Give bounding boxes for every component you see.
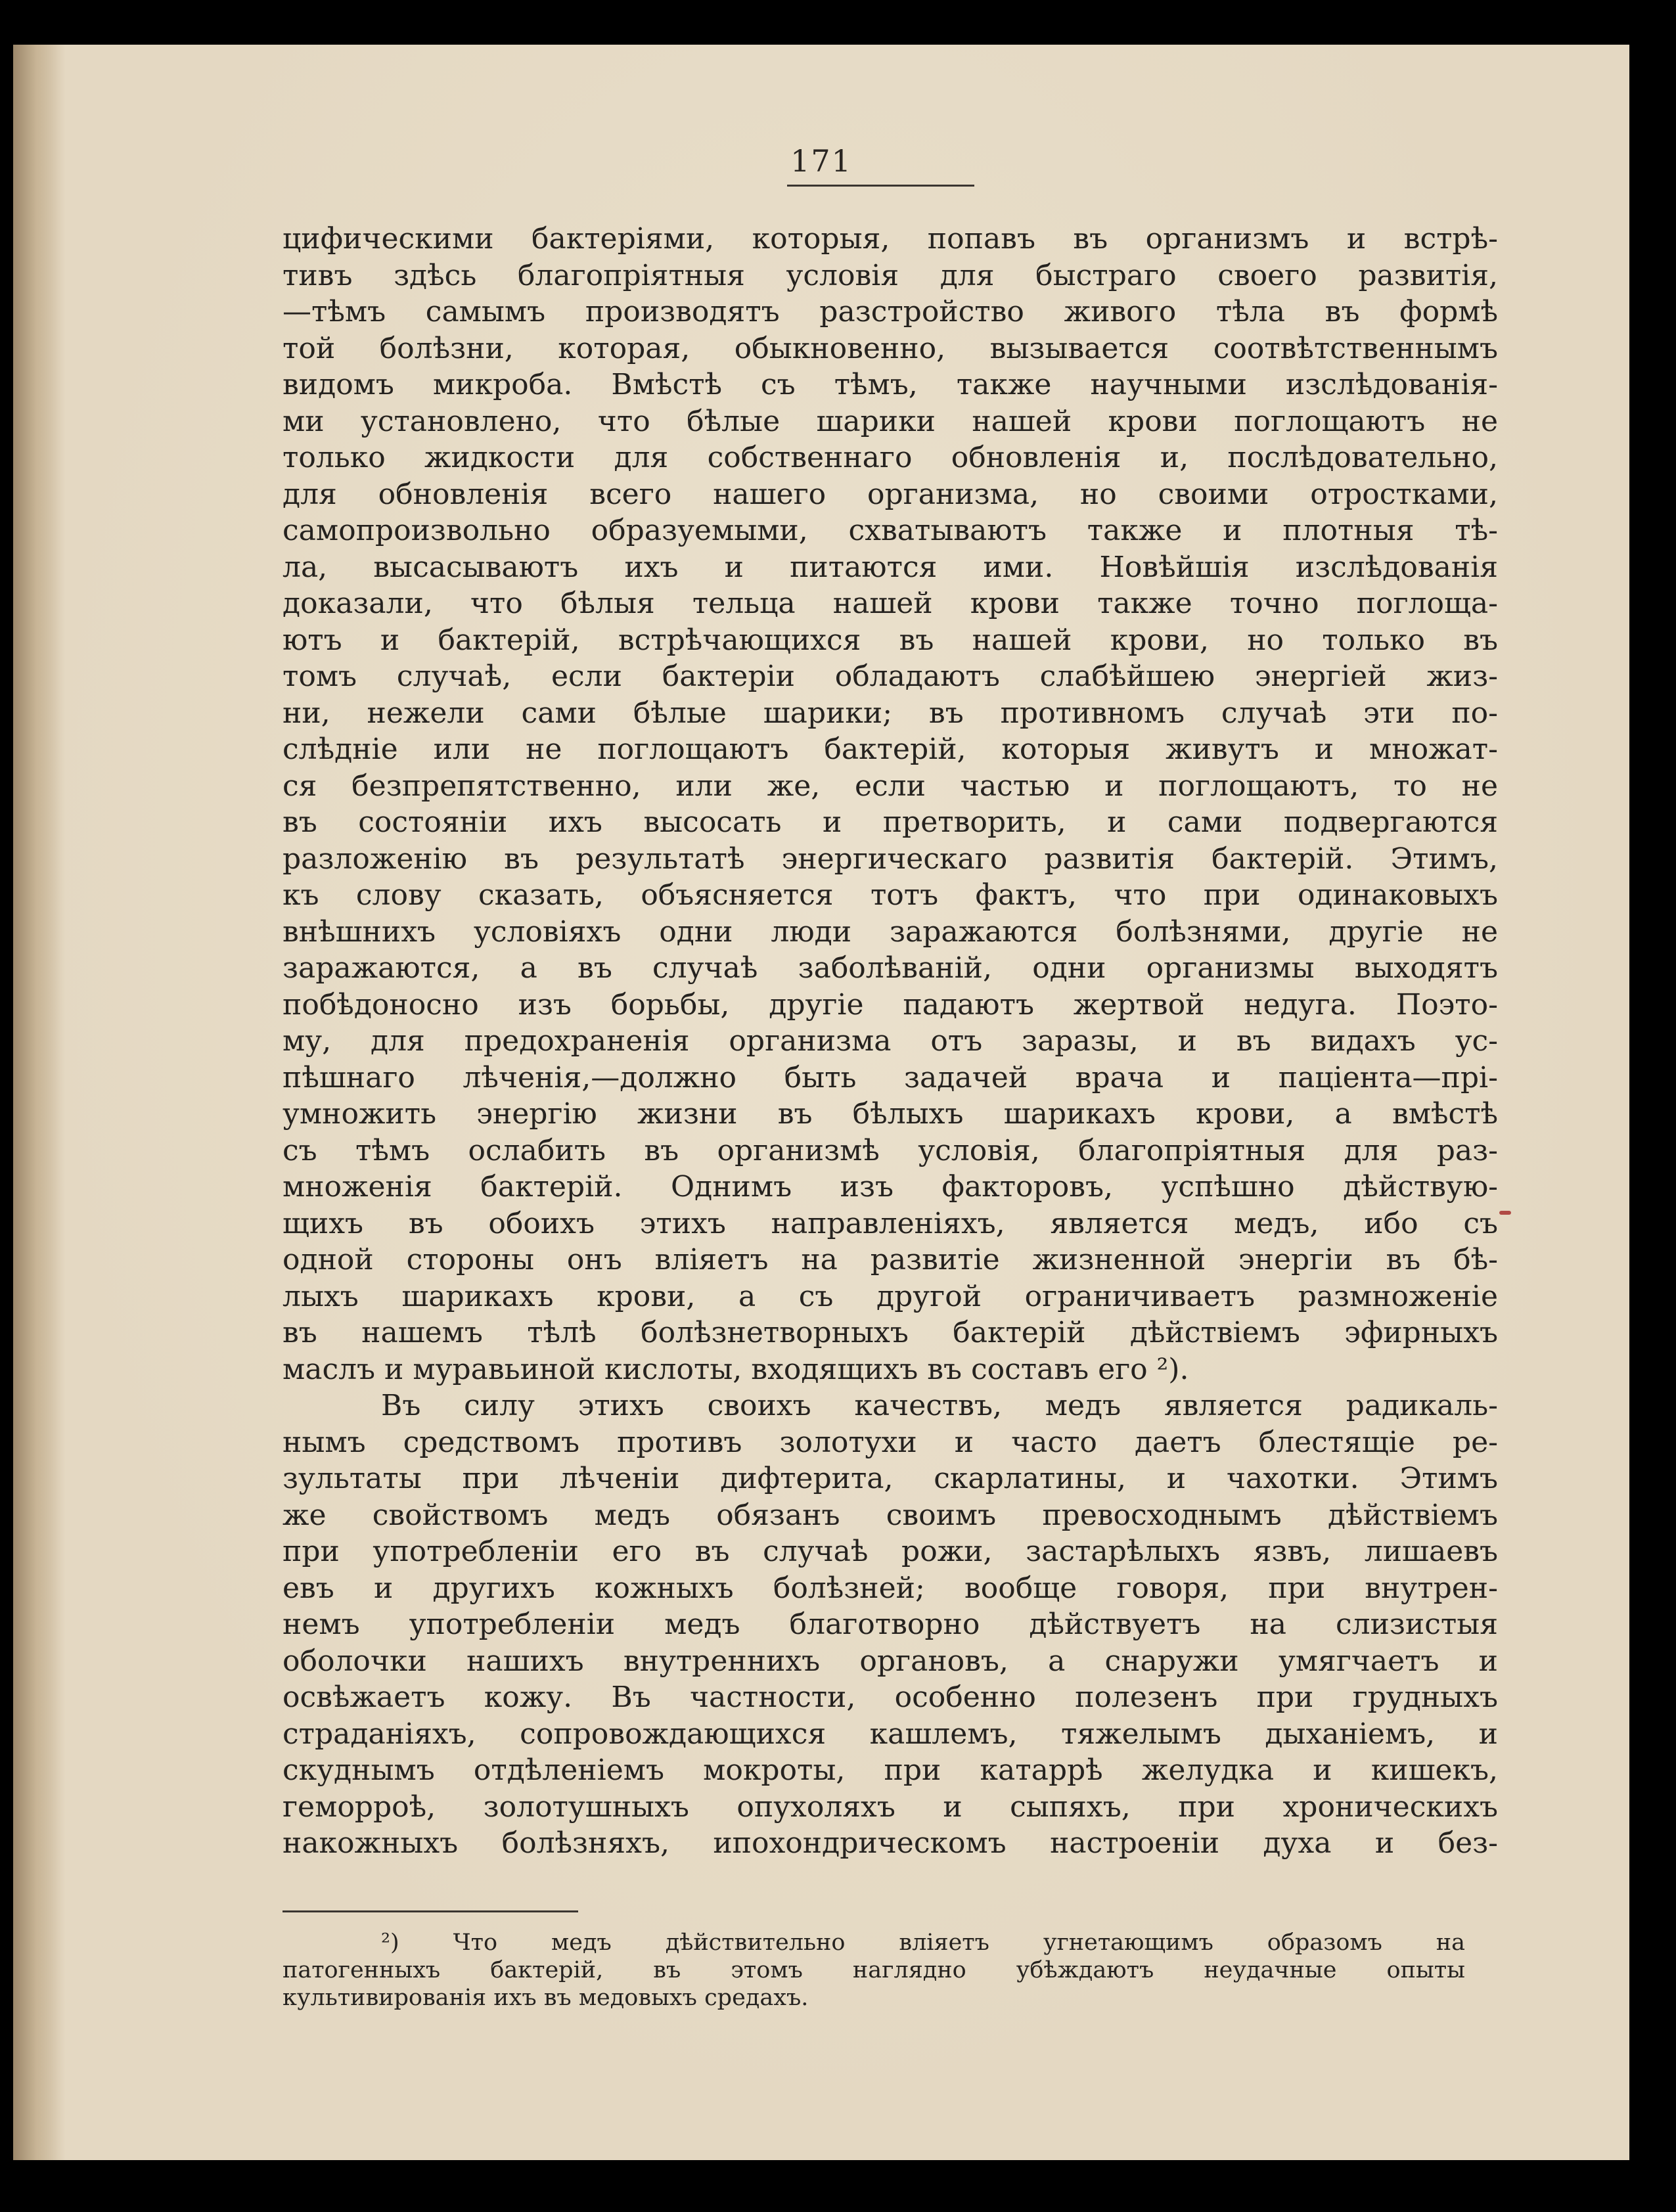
page-number-underline [787,185,974,187]
text-line: внѣшнихъ условіяхъ одни люди заражаются болѣзнями, другіе не [283,914,1498,949]
text-line: Въ силу этихъ своихъ качествъ, медъ является радикаль- [381,1389,1498,1422]
text-line: при употребленіи его въ случаѣ рожи, застарѣлыхъ язвъ, лишаевъ [283,1535,1498,1568]
text-line: самопроизвольно образуемыми, схватываютъ также и плотныя тѣ- [283,514,1498,547]
text-line: накожныхъ болѣзняхъ, ипохондрическомъ настроеніи духа и без- [283,1826,1498,1860]
text-line: ни, нежели сами бѣлые шарики; въ противномъ случаѣ эти по- [283,696,1498,730]
text-line: доказали, что бѣлыя тельца нашей крови также точно поглоща- [283,587,1498,620]
text-line: побѣдоносно изъ борьбы, другіе падаютъ жертвой недуга. Поэто- [283,987,1498,1022]
text-line: одной стороны онъ вліяетъ на развитіе жизненной энергіи въ бѣ- [283,1243,1498,1276]
text-line: зультаты при лѣченіи дифтерита, скарлатины, и чахотки. Этимъ [283,1462,1498,1495]
text-line: ми установлено, что бѣлые шарики нашей крови поглощаютъ не [283,404,1498,438]
text-line: той болѣзни, которая, обыкновенно, вызывается соотвѣтственнымъ [283,331,1498,365]
text-line: маслъ и муравьиной кислоты, входящихъ въ составъ его ²). [283,1352,1189,1386]
body-text [283,221,1498,1862]
text-line: видомъ микроба. Вмѣстѣ съ тѣмъ, также научными изслѣдованія- [283,368,1498,401]
text-line: скуднымъ отдѣленіемъ мокроты, при катаррѣ желудка и кишекъ, [283,1753,1498,1787]
footnote-line: патогенныхъ бактерій, въ этомъ наглядно убѣждаютъ неудачные опыты [283,1957,1465,1983]
text-line: страданіяхъ, сопровождающихся кашлемъ, тяжелымъ дыханіемъ, и [283,1717,1498,1751]
text-line: множенія бактерій. Однимъ изъ факторовъ, успѣшно дѣйствую- [283,1170,1498,1204]
text-line: ла, высасываютъ ихъ и питаются ими. Новѣйшія изслѣдованія [283,550,1498,584]
footnote-separator [283,1910,578,1912]
text-line: му, для предохраненія организма отъ заразы, и въ видахъ ус- [283,1024,1498,1058]
text-line: разложенію въ результатѣ энергическаго развитія бактерій. Этимъ, [283,842,1498,876]
text-line: съ тѣмъ ослабить въ организмѣ условія, благопріятныя для раз- [283,1133,1498,1167]
text-line: ютъ и бактерій, встрѣчающихся въ нашей крови, но только въ [283,623,1498,657]
text-line: оболочки нашихъ внутреннихъ органовъ, а снаружи умягчаетъ и [283,1644,1498,1678]
text-line: томъ случаѣ, если бактеріи обладаютъ слабѣйшею энергіей жиз- [283,660,1498,693]
text-line: пѣшнаго лѣченія,—должно быть задачей врача и паціента—прі- [283,1060,1498,1095]
text-line: ся безпрепятственно, или же, если частью и поглощаютъ, то не [283,769,1498,803]
text-line: немъ употребленіи медъ благотворно дѣйствуетъ на слизистыя [283,1608,1498,1641]
text-line: для обновленія всего нашего организма, но своими отростками, [283,477,1498,511]
text-line: же свойствомъ медъ обязанъ своимъ превосходнымъ дѣйствіемъ [283,1498,1498,1532]
text-line: цифическими бактеріями, которыя, попавъ въ организмъ и встрѣ- [283,222,1498,256]
ink-mark [1499,1211,1511,1215]
footnote [283,1929,1465,2012]
text-line: щихъ въ обоихъ этихъ направленіяхъ, является медъ, ибо съ [283,1206,1498,1240]
text-line: —тѣмъ самымъ производятъ разстройство живого тѣла въ формѣ [283,295,1498,328]
text-line: нымъ средствомъ противъ золотухи и часто даетъ блестящіе ре- [283,1425,1498,1459]
footnote-line: ²) Что медъ дѣйствительно вліяетъ угнетающимъ образомъ на [381,1930,1465,1956]
text-line: умножить энергію жизни въ бѣлыхъ шарикахъ крови, а вмѣстѣ [283,1097,1498,1131]
page-number: 171 [790,143,852,179]
text-line: освѣжаетъ кожу. Въ частности, особенно полезенъ при грудныхъ [283,1681,1498,1714]
text-line: къ слову сказать, объясняется тотъ фактъ, что при одинаковыхъ [283,878,1498,912]
text-line: заражаются, а въ случаѣ заболѣваній, одни организмы выходятъ [283,951,1498,985]
page-gutter-shadow [13,45,66,2160]
text-line: слѣдніе или не поглощаютъ бактерій, которыя живутъ и множат- [283,733,1498,766]
text-line: только жидкости для собственнаго обновленія и, послѣдовательно, [283,441,1498,474]
text-line: лыхъ шарикахъ крови, а съ другой ограничиваетъ размноженіе [283,1279,1498,1313]
text-line: въ состояніи ихъ высосать и претворить, и сами подвергаются [283,805,1498,839]
text-line: евъ и другихъ кожныхъ болѣзней; вообще говоря, при внутрен- [283,1571,1498,1605]
text-line: въ нашемъ тѣлѣ болѣзнетворныхъ бактерій дѣйствіемъ эфирныхъ [283,1316,1498,1349]
footnote-line: культивированія ихъ въ медовыхъ средахъ. [283,1985,809,2011]
text-line: тивъ здѣсь благопріятныя условія для быстраго своего развитія, [283,258,1498,292]
page-header [13,143,1629,185]
text-line: геморроѣ, золотушныхъ опухоляхъ и сыпяхъ, при хроническихъ [283,1790,1498,1824]
book-page [13,45,1629,2160]
